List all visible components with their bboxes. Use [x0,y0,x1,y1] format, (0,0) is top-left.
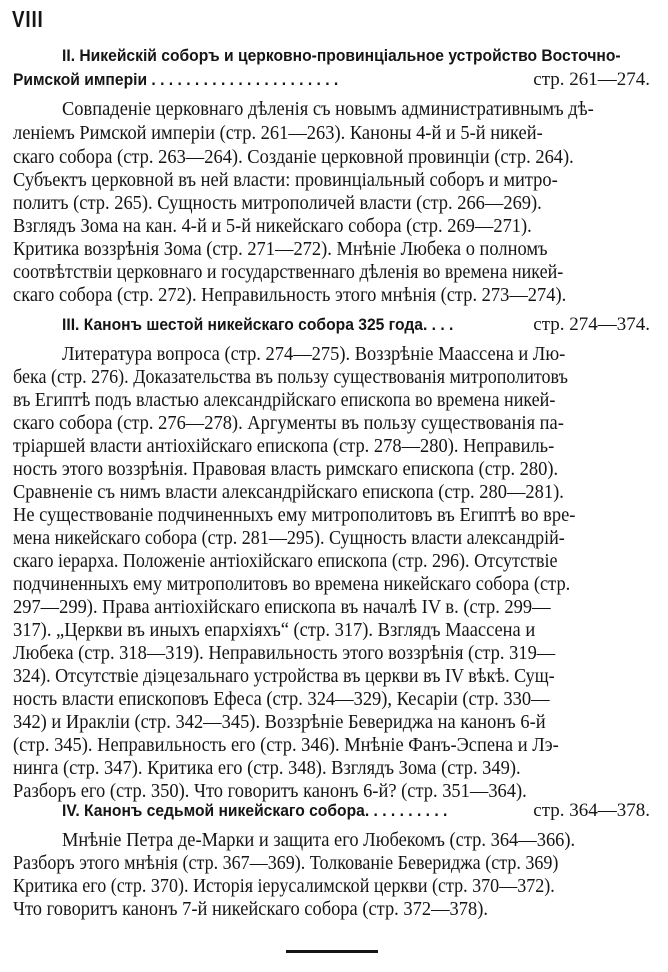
text-line: нинга (стр. 347). Критика его (стр. 348). Взглядъ Зома (стр. 349). [13,757,521,779]
text-line: ность этого воззрѣнiя. Правовая власть римскаго епископа (стр. 280). [13,458,559,480]
text-line: трiаршей власти антiохiйскаго епископа (стр. 278—280). Неправиль- [13,435,555,457]
text-line: Критика воззрѣнiя Зома (стр. 271—272). Мнѣнiе Любека о полномъ [13,238,548,260]
text-line: соотвѣтствiи церковнаго и государственнаго дѣленiя во времена никей- [13,261,564,283]
heading-page-ref: стр. 364—378. [533,800,650,821]
text-line: (стр. 345). Неправильность его (стр. 346). Мнѣнiе Фанъ-Эспена и Лэ- [13,734,559,756]
text-line: Разборъ его (стр. 350). Что говоритъ канонъ 6-й? (стр. 351—364). [13,780,527,802]
text-line: бека (стр. 276). Доказательства въ пользу существованiя митрополитовъ [13,366,568,388]
text-line: Взглядъ Зома на кан. 4-й и 5-й никейскаго собора (стр. 269—271). [13,215,532,237]
text-line: скаго собора (стр. 276—278). Аргументы въ пользу существованiя па- [13,412,564,434]
text-line: скаго собора (стр. 263—264). Созданiе церковной провинцiи (стр. 264). [13,146,574,168]
text-line: Сравненiе съ нимъ власти александрiйскаго епископа (стр. 280—281). [13,481,564,503]
text-line: 317). „Церкви въ иныхъ епархiяхъ“ (стр. 317). Взглядъ Маассена и [13,619,536,641]
heading-text: III. Канонъ шестой никейскаго собора 325 года. . . . [62,315,454,334]
section-heading [0,798,668,824]
text-line: Совпаденiе церковнаго дѣленiя съ новымъ административнымъ дѣ- [62,98,594,120]
section-heading [0,312,668,338]
heading-text: IV. Канонъ седьмой никейскаго собора. . . . . . . . . . [62,801,448,820]
heading-text: Римской имперiи . . . . . . . . . . . . . . . . . . . . . . [13,70,339,89]
text-line: Что говоритъ канонъ 7-й никейскаго собора (стр. 372—378). [13,898,488,920]
text-line: 324). Отсутствiе дiэцезальнаго устройства въ церкви въ IV вѣкѣ. Сущ- [13,665,555,687]
text-line: Мнѣнiе Петра де-Марки и защита его Любекомъ (стр. 364—366). [62,829,576,851]
heading-page-ref: стр. 274—374. [533,314,650,335]
text-line: 342) и Ираклiи (стр. 342—345). Воззрѣнiе Бевериджа на канонъ 6-й [13,711,546,733]
text-line: 297—299). Права антiохiйскаго епископа въ началѣ IV в. (стр. 299— [13,596,551,618]
text-line: Любека (стр. 318—319). Неправильность этого воззрѣнiя (стр. 319— [13,642,556,664]
text-line: ность власти епископовъ Ефеса (стр. 324—329), Кесарiи (стр. 330— [13,688,550,710]
text-line: скаго собора (стр. 272). Неправильность этого мнѣнiя (стр. 273—274). [13,284,567,306]
text-line: политъ (стр. 265). Сущность митрополичей власти (стр. 266—269). [13,192,542,214]
heading-text: II. Никейскiй соборъ и церковно-провинцiальное устройство Восточно- [62,46,621,65]
text-line: мена никейскаго собора (стр. 281—295). Сущность власти александрiй- [13,527,565,549]
heading-page-ref: стр. 261—274. [533,69,650,90]
text-line: подчиненныхъ ему митрополитовъ во времена никейскаго собора (стр. [13,573,571,595]
text-line: Критика его (стр. 370). Исторiя iерусалимской церкви (стр. 370—372). [13,875,555,897]
text-line: Разборъ этого мнѣнiя (стр. 367—369). Толкованiе Бевериджа (стр. 369) [13,852,559,874]
page-number: VIII [12,6,44,32]
text-line: скаго iерарха. Положенiе антiохiйскаго епископа (стр. 296). Отсутствiе [13,550,558,572]
section-heading [0,43,668,69]
section-heading-cont [0,67,668,93]
text-line: въ Египтѣ подъ властью александрiйскаго епископа во времена никей- [13,389,556,411]
closing-rule [286,950,378,953]
text-line: Не существованiе подчиненныхъ ему митрополитовъ въ Египтѣ во вре- [13,504,576,526]
text-line: Литература вопроса (стр. 274—275). Воззрѣнiе Маассена и Лю- [62,343,566,365]
text-line: Субъектъ церковной въ ней власти: провинцiальный соборъ и митро- [13,169,558,191]
text-line: ленiемъ Римской имперiи (стр. 261—263). Каноны 4-й и 5-й никей- [13,122,543,144]
